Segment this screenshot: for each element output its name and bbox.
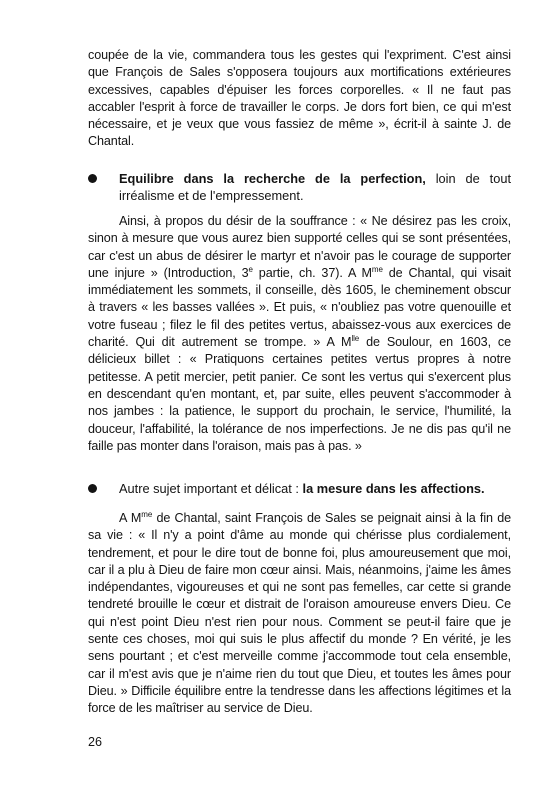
souffrance-paragraph <box>88 213 511 455</box>
bullet-perfection-text <box>119 170 511 205</box>
text-run: de Chantal, qui visait immédiatement les sommets, il conseille, dès 1605, le cheminement obscur à travers « les basses vallées ». Et puis, « n'oubliez pas votre quenouille et votre fuseau ; filez le fil des petites vertus, abaissez-vous aux exercices de charité. Qui dit autrement se trompe. » A M <box>88 265 511 350</box>
bullet-perfection-heading: Equilibre dans la recherche de la perfection, <box>119 171 426 186</box>
text-run: partie, ch. 37). A M <box>252 265 372 280</box>
paragraph-chantal <box>88 510 511 718</box>
text-run: de Chantal, saint François de Sales se peignait ainsi à la fin de sa vie : « Il n'y a point d'âme au monde qui chérisse plus cordialement, tendrement, et pour le dire tout de bonne foi, plus amoureusement que moi, car il a plu à Dieu de faire mon cœur ainsi. Mais, néanmoins, j'aime les âmes indépendantes, vigoureuses et qui ne sont pas femelles, car cette si grande tendreté brouille le cœur et distrait de l'oraison amoureuse envers Dieu. Ce qui n'est point Dieu n'est rien pour nous. Comment se peut-il faire que je sente ces choses, moi qui suis le plus affectif du monde ? En vérité, je les sens pourtant ; et c'est merveille comme j'accommode tout cela ensemble, car il m'est avis que je n'aime rien du tout que Dieu, et toutes les âmes pour Dieu. » Difficile équilibre entre la tendresse dans les affections légitimes et la force de les maîtriser au service de Dieu. <box>88 511 511 716</box>
superscript: me <box>371 264 383 274</box>
superscript: e <box>248 264 253 274</box>
opening-paragraph <box>88 47 511 151</box>
page-number: 26 <box>88 735 103 749</box>
text-run: Ainsi, à propos du désir de la souffrance : « Ne désirez pas les croix, sinon à mesure que vous aurez bien supporté celles qui se sont présentées, car c'est un abus de désirer le martyr et n'avoir pas le courage de supporter une injure » (Introduction, 3 <box>88 214 511 280</box>
text-run: A M <box>119 511 142 525</box>
bullet-affections-text <box>119 480 511 497</box>
bullet-dot-icon <box>88 174 97 183</box>
bullet-perfection-rest: loin de tout irréalisme et de l'empressement. <box>119 171 511 204</box>
bullet-perfection <box>88 170 511 205</box>
bullet-affections <box>88 480 511 497</box>
bullet-affections-intro: Autre sujet important et délicat : <box>119 481 303 496</box>
paragraph-souffrance <box>88 213 511 455</box>
bullet-dot-icon <box>88 484 97 493</box>
paragraph-continuation: coupée de la vie, commandera tous les gestes qui l'expriment. C'est ainsi que François de Sales s'opposera toujours aux mortifications extérieures excessives, capables d'épuiser les forces corporelles. « Il ne faut pas accabler l'esprit à force de travailler le corps. Je dors fort bien, ce qui m'est nécessaire, et je veux que vous fassiez de même », écrit-il à sainte J. de Chantal. <box>88 48 511 149</box>
superscript: lle <box>351 333 360 343</box>
chantal-paragraph <box>88 510 511 718</box>
superscript: me <box>141 509 153 519</box>
bullet-affections-heading: la mesure dans les affections. <box>302 481 485 496</box>
text-run: de Soulour, en 1603, ce délicieux billet : « Pratiquons certaines petites vertus propres à notre petitesse. A petit mercier, petit panier. Ce sont les vertus qui s'exercent plus en descendant qu'en montant, et, par suite, elles peuvent s'accommoder à nos jambes : la patience, le support du prochain, le service, l'humilité, la douceur, l'affabilité, la tolérance de nos imperfections. Je ne dis pas qu'il ne faille pas monter dans l'oraison, mais pas à pas. » <box>88 335 512 453</box>
